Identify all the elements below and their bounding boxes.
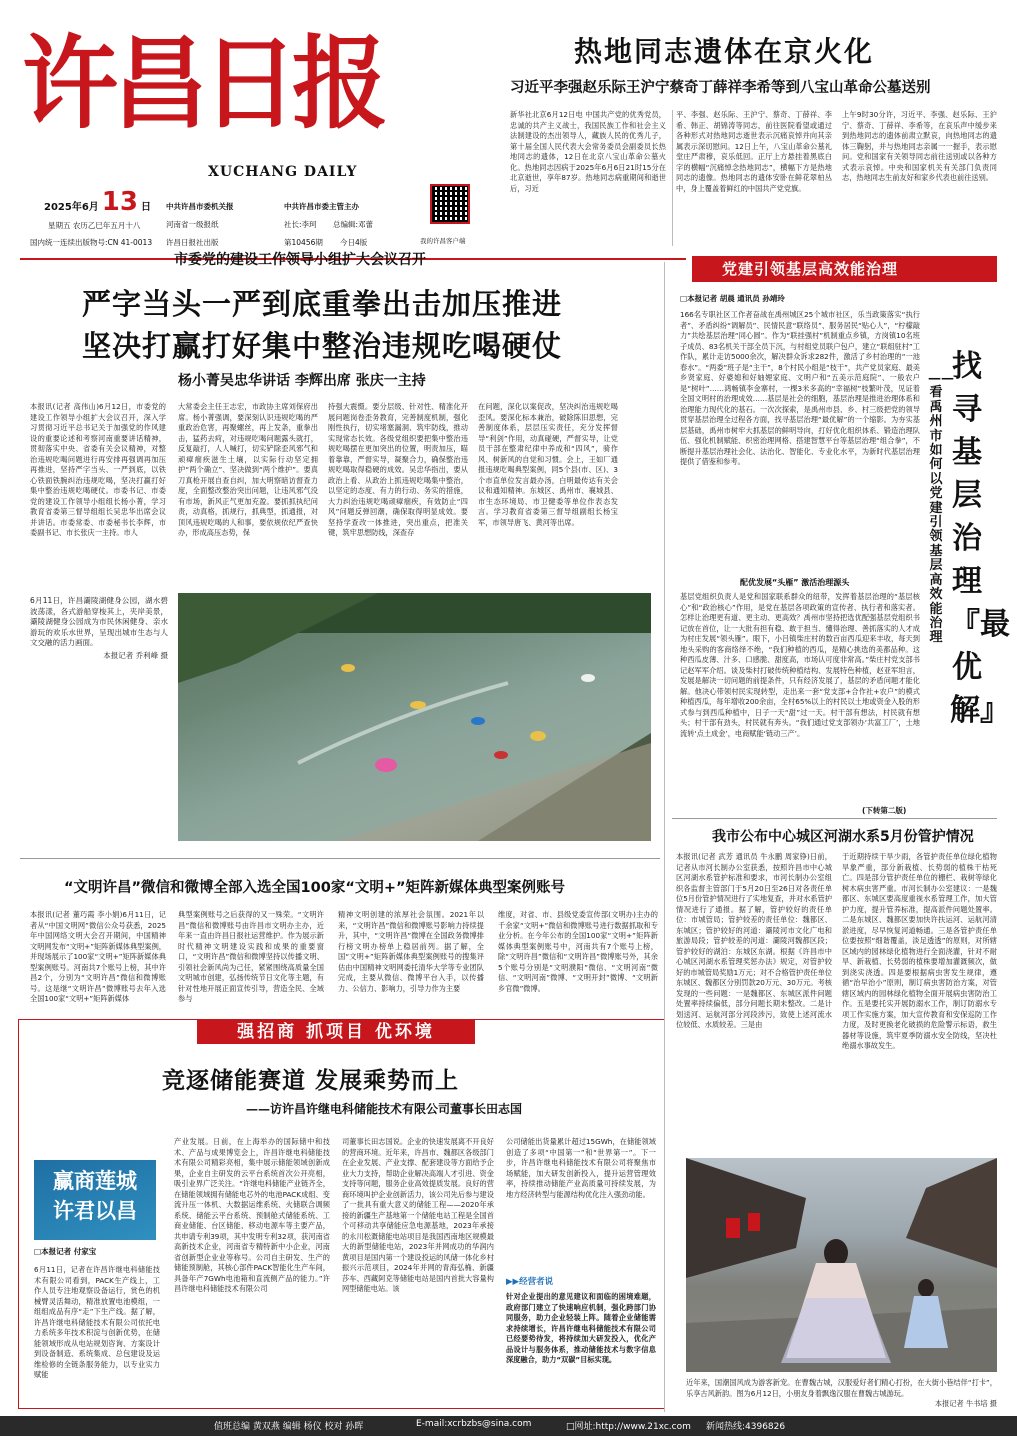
issue-number: 第10456期: [284, 238, 323, 247]
storage-subtitle: ——访许昌许继电科储能技术有限公司董事长田志国: [246, 1102, 523, 1116]
top-story-col-3: 上午9时30分许，习近平、李强、赵乐际、王沪宁、蔡奇、丁薛祥、李希等，在哀乐声中缓步来到热地同志的遗体前肃立默哀，向热地同志的遗体三鞠躬，并与热地同志亲属一一握手，表示慰问。党和国家有关领导同志前往送别或以各种方式表示哀悼。中央和国家机关有关部门负责同志，热地同志生前友好和家乡代表也前往送别。: [842, 110, 997, 182]
weekday: 星期五 农历乙巳年五月十八: [48, 221, 141, 230]
side-vertical-title: 找寻基层治理『最优解』: [950, 349, 1010, 728]
newspaper-logo: 许昌日报: [22, 24, 382, 143]
chief-editor: 总编辑:邓蕾: [333, 220, 374, 229]
storage-banner-text: 强招商 抓项目 优环境: [237, 1022, 435, 1042]
river-title: 我市公布中心城区河湖水系5月份管护情况: [712, 829, 974, 845]
issuer: 许昌日报社出版: [166, 238, 219, 247]
wechat-title: “文明许昌”微信和微博全部入选全国100家“文明+”矩阵新媒体典型案例账号: [64, 880, 566, 896]
masthead: [20, 14, 490, 259]
storage-col-3: 司董事长田志国说。企业的快速发展离不开良好的营商环境。近年来，许昌市、魏都区各级部门在企业发展、产业支撑、配套建设等方面给予企业大力支持，帮助企业解决高端人才引进、资金支持等问题，服务企业高效提质发展。良好的营商环境叫护企业创新活力，该公司先后参与建设了一批具有重大意义的储能工程——2020年承接的新疆生产基地第一个储能电站工程是全国首个可移动共享储能应急电源基地，2023年承接的永川松溉储能电站项目是我国西南地区规模最大的新型储能电站，2023年并网成功的华润内黄项目是国内第一个建设投运的风储一体化乡村振兴示范项目，2024年并网的青海弘桷、新疆莎车、西藏阿克等储能电站是国内首批大容量构网型储能电站。该: [342, 1137, 494, 1293]
divider-top-right: [672, 110, 673, 246]
publisher-2: 中共许昌市委主管主办: [284, 202, 359, 211]
storage-banner: [197, 1020, 475, 1044]
serial-number: 国内统一连续出版物号:CN 41-0013: [30, 238, 153, 247]
side-banner: [686, 256, 997, 282]
storage-byline: □本报记者 付家宝: [34, 1247, 97, 1256]
lead-byline: 杨小菁吴忠华讲话 李辉出席 张庆一主持: [178, 373, 426, 389]
side-continued: (下转第二版): [862, 806, 907, 815]
lead-col-1: 本报讯(记者 高伟山)6月12日，市委党的建设工作领导小组扩大会议召开，深入学习贯彻习近平总书记关于加强党的作风建设的重要论述和考察河南重要讲话精神，贯彻落实中央、省委有关会议精神，对整治违规吃喝问题进行再安排再强调再加压再推进，坚持严字当头、一严到底，以铁心铁面铁腕纠治违规吃喝，坚决打赢打好集中整治违规吃喝硬仗。市委书记、市委党的建设工作领导小组组长杨小菁，学习教育省委第三督导组组长吴忠华出席会议并讲话。市委常委、市委秘书长李辉，市委副书记、市长张庆一主持。市人: [30, 402, 166, 537]
storage-col-4: 公司储能出货量累计超过15GWh，在储能领域创造了多项“中国第一”和“世界第一”。下一步，许昌许继电科储能技术有限公司将聚焦市场赋能，加大研发创新投入，提升运营管理效率，持续推动储能产业高质量可持续发展，为地方经济转型与能源结构优化注入强劲动能。: [506, 1137, 656, 1199]
wechat-col-4: 维度，对省、市、县级党委宣传部(文明办)主办的千余家“文明+”微信和微博账号进行数据抓取和专业分析。在今年公布的全国100家“文明+”矩阵新媒体典型案例账号中，河南共有7个账号上榜，除“文明许昌”微信和“文明许昌”微博账号外，其余5个账号分别是“文明濮阳”微信、“文明河南”微信、“文明河南”微博、“文明开封”微博、“文明新乡官微”微博。: [498, 910, 658, 993]
storage-col-2: 产业发展。日前，在上海举办的国际储中和技术、产品与成果博览会上，许昌许继电科储能技术有限公司精彩亮相，集中展示储能领域创新成果，企业自主研发的云平台系统首次公开亮相，吸引业界广泛关注。“许继电科储能产业链齐全，在储能领域拥有储能电芯外的电池PACK成组、变流升压一体机、大数据运维系统、火储联合调频系统、储能云平台系统、预制舱式储能系统、工商业储能、台区储能、移动电源车等主要产品，共申请专利39项，其中发明专利32项，获河南省高新技术企业，河南省专精特新中小企业，河南省创新型企业业等称号。公司自主研发、生产的储能预制舱，其核心部件PACK智能化生产车间，具备年产7GWh电池箱和直流侧产品的能力。”许昌许继电科储能技术有限公司: [174, 1137, 330, 1293]
lake-photo: [178, 593, 651, 841]
publisher-1: 中共许昌市委机关报: [166, 202, 234, 211]
footer-editors: 值班总编 黄双燕 编辑 杨仪 校对 孙晖: [214, 1422, 364, 1432]
wechat-col-3: 精神文明创建的浓厚社会氛围。2021年以来，“文明许昌”微信和微博账号影响力持续提升，其中，“文明许昌”微博在全国政务微博排行榜文明办榜单上稳居前列。据了解，全国“文明+”矩阵新媒体典型案例账号的搜集评估由中国精神文明网委托清华大学等专业团队完成，主要从微信、微博平台入手，以传播力、公信力、影响力，引导力作为主要: [338, 910, 484, 993]
divider-wechat: [20, 858, 660, 859]
top-story-col-2: 平、李强、赵乐际、王沪宁、蔡奇、丁薛祥、李希、韩正、胡锦涛等同志，前往医院看望或通过各种形式对热地同志逝世表示沉痛哀悼并向其亲属表示深切慰问。12日上午，八宝山革命公墓礼堂庄严肃穆，哀乐低回。正厅上方悬挂着黑底白字的横幅“沉痛悼念热地同志”，横幅下方是热地同志的遗像。热地同志的遗体安卧在鲜花翠柏丛中，身上覆盖着鲜红的中国共产党党旗。: [676, 110, 832, 193]
storage-col-1: 6月11日，记者在许昌许继电科储能技术有限公司看到，PACK生产线上，工作人员专注地观察设备运行，赏色的机械臂灵活舞动，精准放置电池模组，一组组成品有序“走”下生产线。据了解，许昌许继电科储能技术有限公司依托电力系统多年技术积淀与创新优势，在储能领域形成从电站规划咨询、方案设计到设备制造、系统集成、总包建设及运维检修的全链条服务能力，以专业实力赋能: [34, 1265, 160, 1379]
qr-caption: 我的许昌客户端: [420, 237, 466, 245]
side-byline: □本报记者 胡晨 通讯员 孙靖玲: [680, 294, 785, 303]
lead-col-2: 大常委会主任王志宏，市政协主席刘保府出席。杨小菁强调，要深刻认识违规吃喝的严重政治危害，再聚螺丝，再上发条，重拳出击，猛药去疴，对违规吃喝问题露头就打，反复敲打，人人喊打，切实铲除歪风邪气和顽瘴痼疾滋生土壤，以实际行动坚定拥护“两个确立”、坚决做到“两个维护”。要真刀真枪开展自查自纠，加大明察暗访督查力度，全面整改整治突出问题，让违风邪气没有市场，新风正气更加充盈。要抓抓执纪问责，动真格，抓规行，抓典型，抓通报，对顶风违规吃喝的人和事，要依规依纪严查快办，形成高压态势，保: [178, 402, 318, 537]
date-year: 2025年6月: [44, 202, 99, 213]
footer-email: E-mail:xcrbzbs@sina.com: [416, 1419, 532, 1429]
hanfu-photo: [686, 1158, 997, 1372]
date-suffix: 日: [140, 202, 151, 213]
lake-photo-svg: [178, 593, 651, 841]
footer-website: □网址:http://www.21xc.com: [566, 1422, 691, 1432]
wechat-col-1: 本报讯(记者 董巧霞 李小娟)6月11日，记者从“中国文明网”微信公众号获悉，2025年中国网络文明大会召开期间，中国精神文明网发布“文明+”矩阵新媒体典型案例，并现场展示了100家“文明+”矩阵新媒体典型案例账号。河南共7个账号上榜，其中许昌2个，分别为“文明许昌”微信和微博账号。这是继“文明许昌”微博账号去年入选全国100家“文明+”矩阵新媒体: [30, 910, 166, 1003]
photo-main-credit: 本报记者 乔利峰 摄: [103, 650, 168, 660]
english-name: XUCHANG DAILY: [208, 164, 358, 180]
river-col-2: 于近期持续干旱少雨，各管护责任单位绿化植物旱象严重，部分新栽植、长势弱的植株干枯死亡。四是部分管护责任单位的栅栏、栽树等绿化树木病虫害严重。市河长制办公室建议：一是魏都区、东城区要高度重视水系管理工作，加大管护力度，提升管养标准，提高派件问题处置率。二是东城区、魏都区要加快许扶运河、运航河清淤进度，尽早恢复河道畅通。三是各管护责任单位要按照“细谐覆盖，淡足透透”的原则，对所辖区域内的园林绿化植物进行全面浇灌，针对不耐旱、新栽植、长势弱的植株要增加灌溉频次，做到浇实浇透。四是要根据病虫害发生规律，遵循“治早治小”原则，制订病虫害防治方案，对管辖区域内的园林绿化植物全面开展病虫害防治工作。五是要托实开展防溺水工作，制订防溺水专项工作实施方案，加大宣传教育和安保巡防工作力度，及时更换老化破损的危险警示标语，救生器材等设施，筑牢夏季防溺水安全防线，坚决杜绝溺水事故发生。: [842, 852, 997, 1050]
date-day: 13: [101, 187, 138, 217]
lead-title-1: 严字当头一严到底重拳出击加压推进: [82, 287, 563, 321]
qr-code: [430, 184, 470, 224]
grade: 河南省一级报纸: [166, 220, 219, 229]
storage-comment: 针对企业提出的意见建议和面临的困境难题，政府部门建立了快速响应机制，强化跨部门协同服务，助力企业轻装上阵。随着企业储能需求持续增长，许昌许继电科储能技术有限公司已经要势待发，将持续加大研发投入，优化产品设计与服务体系，推动储能技术与数字信息深度融合，助力“双碳”目标实现。: [506, 1292, 656, 1364]
wechat-col-2: 典型案例账号之后获得的又一殊荣。“文明许昌”微信和微博账号由许昌市文明办主办，近年来一直由许昌日报社运营维护。作为展示新时代精神文明建设实践和成果的重要窗口，“文明许昌”微信和微博坚持以传播文明、引领社会新风尚为己任，紧紧围绕高质量全国文明城市创建，弘扬传统节日文化等主题，有针对性地开展正面宣传引导，营造全民、全域参与: [178, 910, 324, 1003]
top-story-subtitle: 习近平李强赵乐际王沪宁蔡奇丁薛祥李希等到八宝山革命公墓送别: [510, 79, 931, 96]
side-text-1: 166名专职社区工作者奋战在禹州城区25个城市社区，乐当政策落实“执行者”、矛盾纠纷“调解员”、民情民意“联络员”、服务居民“贴心人”，“柠檬敲力”共绘基层治理“同心圆”。作为“联挂强村”机制重点乡镇，方岗镇10名班子成员、83名机关干部全员下沉，与村组党员联户包户，建立“联组驻村”工作队，累计走访5000余次，解决群众诉求282件，激活了乡村治理的“一池春水”。“两委”班子是“主干”，8个村民小组是“枝干”，共产党员家庭、最美乡贤家庭、好婆媳和好妯娌家庭、文明户和“五美示范庭院”、一般农户是“树叶”……鸿畅镇李金寨村，一棵3米多高的“幸福树”枝繁叶茂，见证着全国文明村的治理成效……基层是社会的细胞，基层治理是推进治理体系和治理能力现代化的基石。一次次探索，是禹州市县、乡、村三级把党的领导贯穿基层治理全过程各方面，找寻基层治理“最优解”的一个缩影。为夯实基层基础，禹州市树牢大抓基层的鲜明导向，打好优化组织体系、锻造治理队伍、强化机制赋能、织密治理网格、搭建智慧平台等基层治理“组合拳”，不断提升基层治理社会化、法治化、智能化、专业化水平，为新时代基层治理提供了借鉴和参考。: [680, 310, 920, 466]
lead-col-4: 在问题，深化以案促改，坚决纠治违规吃喝歪风。要深化标本兼治，破除陈旧思想，完善制度体系，层层压实责任，充分发挥督导“利剑”作用，动真碰硬，严督实导，让党员干部在整肃纪律中养成和“四风”，骑作风、树新风的自觉和习惯。会上，王如厂通报违规吃喝典型案例，同5个县(市、区)、3个市直单位发言最办汤，白明最传达有关会议和通知精神。东城区、禹州市、襄城县、市生态环境局、市卫健委等单位作表态发言。学习教育省委第三督导组副组长杨宝军，市领导唐飞、黄河等出席。: [478, 402, 618, 527]
top-story-col-1: 新华社北京6月12日电 中国共产党的优秀党员，忠诚的共产主义战士，我国民族工作和社会主义法制建设的杰出领导人，藏族人民的优秀儿子，第十届全国人民代表大会常务委员会副委员长热地同志的遗体，12日在北京八宝山革命公墓火化。热地同志因病于2025年6月6日21时15分在北京逝世，享年87岁。热地同志病重期间和逝世后，习近: [510, 110, 666, 193]
side-subhead: 配优发展“头雁” 激活治理源头: [740, 578, 850, 587]
storage-comment-label: ▶▶经营者说: [506, 1277, 554, 1287]
top-story-title: 热地同志遗体在京火化: [574, 35, 875, 68]
divider-main-right: [664, 262, 665, 1412]
photo-bottom-caption-text: 近年来，国潮国风成为游客新宠。在曹魏古城，汉服爱好者们精心打扮，在大街小巷结伴“打卡”，乐享古风新韵。图为6月12日，小朋友身着飘逸汉服在曹魏古城游玩。: [686, 1378, 997, 1398]
side-text-2: 基层党组织负责人是党和国家联系群众的纽带，发挥着基层治理的“基层核心”和“政治核心”作用，是党在基层各项政策的宣传者、执行者和落实者。怎样让治理更有道、更主动、更高效？禹州市坚持把选优配强基层党组织书记放在首位，让一大批有担有稳、敢于担当、懂得治理、善抓落实的人才成为村庄发展“领头雁”。眼下，小吕镇柴庄村的数百亩西瓜迎来丰收，每天到地头采购的客商络绎不绝，“我们种植的西瓜，是精心挑选的美都品种。这种西瓜皮薄、汁多、口感脆、甜度高，市场认可度非常高。”柴庄村党支部书记赵军军介绍。谈及柴村打破传统种植结构、发展特色种植，赵亚军坦言，发展是解决一切问题的前提条件，只有经济发展了，基层的矛盾问题才能化解。他决心带领村民实现转型，走出来一套“党支部+合作社+农户”的模式种植西瓜，每年增收200余亩，全村65%以上的村民以土地或资金入股的形式参与到西瓜种植中，日子一天“甜”过一天。村干部有想法，村民就有想头；村干部有劲头，村民就有奔头。“我们通过党支部领办‘共富工厂’，土地流转‘点土成金’，电商赋能‘链动三产’。: [680, 592, 920, 738]
issue-date: [44, 187, 151, 217]
footer-hotline: 新闻热线:4396826: [706, 1422, 786, 1432]
storage-title: 竞逐储能赛道 发展乘势而上: [162, 1068, 460, 1094]
footer-bar: [0, 1416, 1017, 1436]
photo-bottom-credit: 本报记者 牛书培 摄: [934, 1399, 997, 1408]
photo-main-caption: [30, 596, 168, 706]
sidebar-logo-line-2: 许君以昌: [53, 1199, 137, 1223]
storage-sidebar-logo: [34, 1160, 156, 1240]
lead-title-2: 坚决打赢打好集中整治违规吃喝硬仗: [82, 329, 563, 363]
river-col-1: 本报讯(记者 武芳 通讯员 牛永鹏 周家铮)日前，记者从市河长制办公室获悉，按照许昌市中心城区河湖水系管护标准和要求，市河长制办公室组织各监督主管部门于5月20日至26日对各责任单位5月份管护情况进行了实地复查，并对水系管护情况进行了通报。据了解，管护较好的责任单位：市城管局；管护较差的责任单位：魏都区、东城区；管护较好的河道：灞陵河市文化广电和旅游局段；管护较差的河道：灞陵河魏都区段；管护较好的湖泊：东城区东湖。根据《许昌市中心城区河湖水系管理奖惩办法》规定，对管护较好的市城管局奖励1万元；对不合格管护责任单位东城区、魏都区分别罚款20万元、30万元。考核发现的一些问题：一是魏都区、东城区派件问题处置率持续偏低，部分问题长期未整改。二是计划送河、运航河部分河段涉污，致使上述河流水位较低、水质较差。三是由: [676, 852, 832, 1029]
sidebar-logo-line-1: 赢商莲城: [53, 1169, 137, 1193]
lead-col-3: 持强大震慑。要分层级、针对性、精准化开展问题岗卷歪务教育，完善制度机制，强化刚性执行，切实堵塞漏洞、筑牢防线，推动实现常态长效。各级党组织要把集中整治违规吃喝摆在更加突出的位置，明责加压，瞄着靠靠，严督实导，凝聚合力，确保整治违规吃喝取得稳硬的成效。吴忠华指出，要从政治上看、从政治上抓违规吃喝集中整治，以坚定的态度、有力的行动、务实的措施，大力纠治违规吃喝顽瘴痼疾，有效防止“四风”问题反弹回潮，确保取得明显成效。要坚持学查改一体推进，突出重点，把准关键，筑牢思想防线，深查存: [328, 402, 468, 537]
hanfu-photo-svg: [686, 1158, 997, 1372]
side-vertical-subtitle: ——看禹州市如何以党建引领基层高效能治理: [928, 371, 954, 646]
lead-kicker: 市委党的建设工作领导小组扩大会议召开: [174, 252, 426, 268]
photo-main-caption-text: 6月11日，许昌灞陵湖健身公园，湖水碧波荡漾，各式游船穿梭其上，夹岸美景，灞陵湖健身公园成为市民休闲健身、亲水游玩的欢乐水世界，呈现出城市生态与人文交融的活力画面。: [30, 596, 168, 647]
divider-river: [672, 818, 997, 819]
page-count: 今日4版: [340, 238, 368, 247]
side-banner-text: 党建引领基层高效能治理: [722, 260, 899, 278]
president: 社长:李珂: [284, 220, 317, 229]
photo-bottom-caption: [686, 1378, 997, 1414]
